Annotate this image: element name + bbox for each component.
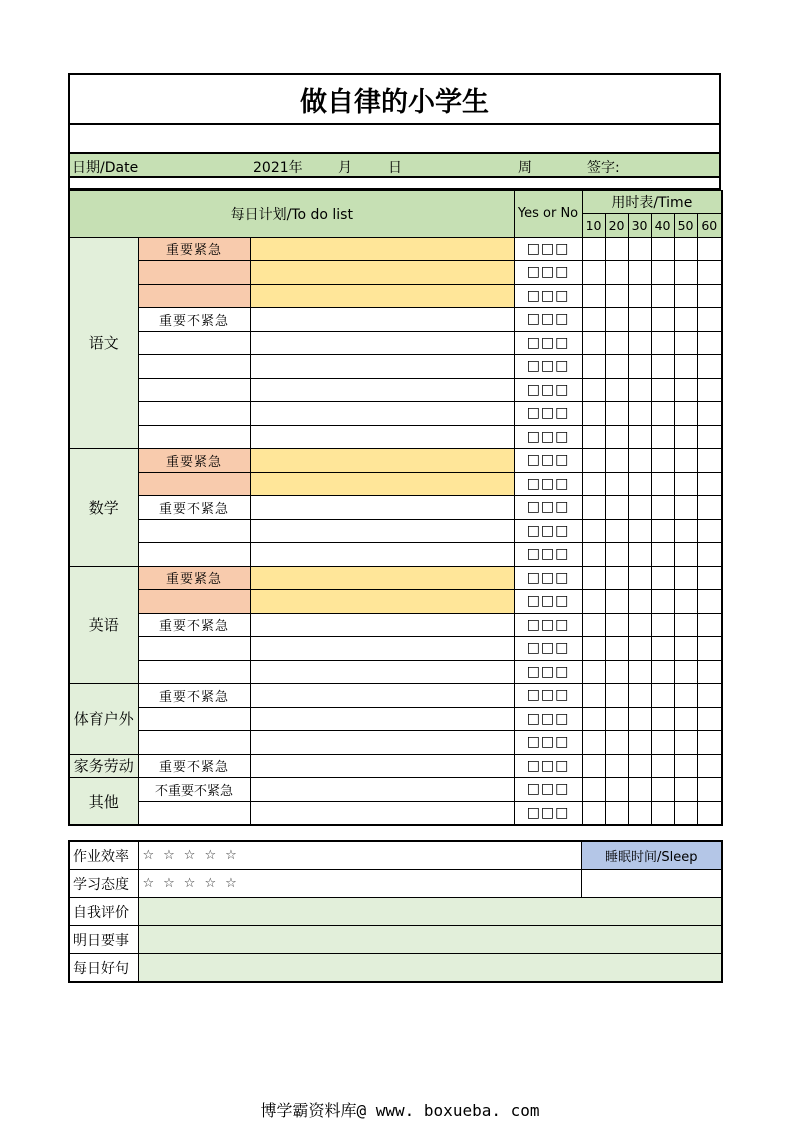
time-cell[interactable]: [628, 778, 651, 802]
yes-no-checkboxes[interactable]: □□□: [514, 660, 582, 684]
time-cell[interactable]: [697, 637, 722, 661]
task-row: [69, 378, 722, 402]
time-cell[interactable]: [697, 543, 722, 567]
task-input[interactable]: [250, 284, 514, 308]
priority-cell: [138, 378, 250, 402]
task-row: [69, 402, 722, 426]
task-row: [69, 237, 722, 261]
time-cell[interactable]: [582, 543, 605, 567]
task-input[interactable]: [250, 472, 514, 496]
task-input[interactable]: [250, 590, 514, 614]
time-cell[interactable]: [582, 331, 605, 355]
time-cell[interactable]: [582, 261, 605, 285]
time-cell[interactable]: [674, 519, 697, 543]
time-cell[interactable]: [697, 684, 722, 708]
task-row: [69, 284, 722, 308]
date-row: [68, 154, 721, 178]
time-cell[interactable]: [582, 519, 605, 543]
time-cell[interactable]: [605, 731, 628, 755]
time-cell[interactable]: [697, 754, 722, 778]
time-cell[interactable]: [697, 590, 722, 614]
year-label: 2021年: [253, 160, 303, 176]
time-cell[interactable]: [651, 590, 674, 614]
yes-no-checkboxes[interactable]: □□□: [514, 731, 582, 755]
task-row: [69, 496, 722, 520]
time-cell[interactable]: [674, 308, 697, 332]
time-cell[interactable]: [674, 801, 697, 825]
yes-no-checkboxes[interactable]: □□□: [514, 590, 582, 614]
time-header: 用时表/Time: [582, 191, 722, 214]
week-label: 周: [518, 160, 532, 176]
time-cell[interactable]: [697, 261, 722, 285]
task-input[interactable]: [250, 731, 514, 755]
yes-no-checkboxes[interactable]: □□□: [514, 284, 582, 308]
yes-no-checkboxes[interactable]: □□□: [514, 519, 582, 543]
task-row: [69, 543, 722, 567]
time-cell[interactable]: [628, 378, 651, 402]
task-row: [69, 449, 722, 473]
tomorrow-field[interactable]: [138, 926, 722, 954]
time-cell[interactable]: [582, 754, 605, 778]
time-cell[interactable]: [628, 355, 651, 379]
priority-cell: [138, 543, 250, 567]
time-cell[interactable]: [674, 590, 697, 614]
time-cell[interactable]: [697, 284, 722, 308]
task-row: [69, 355, 722, 379]
task-input[interactable]: [250, 355, 514, 379]
time-cell[interactable]: [628, 519, 651, 543]
time-cell[interactable]: [628, 801, 651, 825]
priority-cell: [138, 261, 250, 285]
quote-label: 每日好句: [69, 954, 138, 983]
priority-cell: [138, 284, 250, 308]
time-cell[interactable]: [605, 519, 628, 543]
time-cell[interactable]: [651, 496, 674, 520]
blank-row: [68, 125, 721, 154]
time-cell[interactable]: [605, 378, 628, 402]
time-cell[interactable]: [628, 731, 651, 755]
yes-no-checkboxes[interactable]: □□□: [514, 707, 582, 731]
priority-cell: 重要紧急: [138, 566, 250, 590]
time-col-header: 40: [651, 214, 674, 238]
time-cell[interactable]: [628, 543, 651, 567]
task-row: [69, 684, 722, 708]
time-cell[interactable]: [582, 707, 605, 731]
time-cell[interactable]: [605, 331, 628, 355]
time-cell[interactable]: [605, 355, 628, 379]
quote-field[interactable]: [138, 954, 722, 983]
time-cell[interactable]: [582, 402, 605, 426]
time-cell[interactable]: [628, 637, 651, 661]
time-cell[interactable]: [651, 801, 674, 825]
task-input[interactable]: [250, 684, 514, 708]
time-cell[interactable]: [674, 778, 697, 802]
yes-no-checkboxes[interactable]: □□□: [514, 684, 582, 708]
task-row: [69, 637, 722, 661]
time-cell[interactable]: [582, 449, 605, 473]
yes-no-checkboxes[interactable]: □□□: [514, 754, 582, 778]
task-input[interactable]: [250, 237, 514, 261]
time-cell[interactable]: [628, 308, 651, 332]
time-cell[interactable]: [582, 731, 605, 755]
time-cell[interactable]: [674, 449, 697, 473]
priority-cell: [138, 590, 250, 614]
self-eval-field[interactable]: [138, 898, 722, 926]
task-input[interactable]: [250, 378, 514, 402]
task-input[interactable]: [250, 308, 514, 332]
time-cell[interactable]: [628, 613, 651, 637]
priority-cell: 重要紧急: [138, 449, 250, 473]
time-cell[interactable]: [674, 707, 697, 731]
priority-cell: 重要不紧急: [138, 308, 250, 332]
priority-cell: [138, 355, 250, 379]
time-cell[interactable]: [605, 284, 628, 308]
time-cell[interactable]: [651, 660, 674, 684]
time-cell[interactable]: [697, 801, 722, 825]
plan-header: 每日计划/To do list: [69, 191, 514, 238]
time-cell[interactable]: [697, 331, 722, 355]
time-cell[interactable]: [651, 637, 674, 661]
priority-cell: 重要不紧急: [138, 684, 250, 708]
attitude-stars[interactable]: ☆☆☆☆☆: [138, 870, 581, 898]
efficiency-label: 作业效率: [69, 841, 138, 870]
time-cell[interactable]: [697, 731, 722, 755]
time-cell[interactable]: [582, 778, 605, 802]
time-cell[interactable]: [628, 261, 651, 285]
time-cell[interactable]: [674, 472, 697, 496]
task-row: [69, 331, 722, 355]
time-cell[interactable]: [582, 378, 605, 402]
task-row: [69, 660, 722, 684]
time-cell[interactable]: [674, 331, 697, 355]
time-cell[interactable]: [582, 801, 605, 825]
priority-cell: [138, 731, 250, 755]
task-row: [69, 754, 722, 778]
time-cell[interactable]: [697, 660, 722, 684]
time-cell[interactable]: [582, 472, 605, 496]
time-cell[interactable]: [651, 707, 674, 731]
yes-no-checkboxes[interactable]: □□□: [514, 449, 582, 473]
task-row: [69, 778, 722, 802]
task-row: [69, 566, 722, 590]
time-cell[interactable]: [582, 660, 605, 684]
time-cell[interactable]: [605, 613, 628, 637]
sleep-value-cell[interactable]: [581, 870, 722, 898]
time-cell[interactable]: [605, 637, 628, 661]
subject-english: 英语: [69, 566, 138, 684]
time-cell[interactable]: [697, 472, 722, 496]
task-input[interactable]: [250, 754, 514, 778]
spacer-row: [68, 178, 721, 190]
time-cell[interactable]: [605, 801, 628, 825]
yes-no-checkboxes[interactable]: □□□: [514, 566, 582, 590]
time-cell[interactable]: [651, 472, 674, 496]
time-cell[interactable]: [582, 284, 605, 308]
priority-cell: [138, 519, 250, 543]
task-input[interactable]: [250, 402, 514, 426]
subject-other: 其他: [69, 778, 138, 826]
priority-cell: [138, 660, 250, 684]
subject-math: 数学: [69, 449, 138, 567]
time-cell[interactable]: [628, 496, 651, 520]
priority-cell: 重要不紧急: [138, 754, 250, 778]
subject-chinese: 语文: [69, 237, 138, 449]
time-cell[interactable]: [697, 449, 722, 473]
time-cell[interactable]: [605, 754, 628, 778]
time-cell[interactable]: [651, 308, 674, 332]
time-cell[interactable]: [651, 425, 674, 449]
time-cell[interactable]: [651, 543, 674, 567]
task-row: [69, 801, 722, 825]
time-cell[interactable]: [651, 355, 674, 379]
time-cell[interactable]: [651, 449, 674, 473]
time-cell[interactable]: [605, 261, 628, 285]
time-cell[interactable]: [697, 355, 722, 379]
time-cell[interactable]: [651, 519, 674, 543]
attitude-label: 学习态度: [69, 870, 138, 898]
time-cell[interactable]: [697, 519, 722, 543]
time-cell[interactable]: [651, 731, 674, 755]
time-cell[interactable]: [697, 237, 722, 261]
time-cell[interactable]: [605, 684, 628, 708]
summary-table: [68, 840, 723, 983]
time-cell[interactable]: [605, 707, 628, 731]
footer-watermark: 博学霸资料库@ www. boxueba. com: [260, 1101, 540, 1120]
self-eval-label: 自我评价: [69, 898, 138, 926]
efficiency-stars[interactable]: ☆☆☆☆☆: [138, 841, 581, 870]
time-cell[interactable]: [674, 637, 697, 661]
time-cell[interactable]: [628, 590, 651, 614]
time-cell[interactable]: [674, 660, 697, 684]
task-row: [69, 308, 722, 332]
time-cell[interactable]: [605, 449, 628, 473]
task-row: [69, 519, 722, 543]
time-cell[interactable]: [674, 237, 697, 261]
time-cell[interactable]: [697, 496, 722, 520]
time-cell[interactable]: [651, 261, 674, 285]
time-cell[interactable]: [651, 754, 674, 778]
time-cell[interactable]: [651, 237, 674, 261]
time-cell[interactable]: [605, 402, 628, 426]
planner-sheet: [68, 73, 721, 826]
task-input[interactable]: [250, 519, 514, 543]
time-cell[interactable]: [628, 566, 651, 590]
time-cell[interactable]: [605, 472, 628, 496]
time-cell[interactable]: [674, 496, 697, 520]
task-row: [69, 425, 722, 449]
time-cell[interactable]: [651, 566, 674, 590]
sleep-label: 睡眠时间/Sleep: [581, 841, 722, 870]
time-cell[interactable]: [674, 754, 697, 778]
time-cell[interactable]: [582, 308, 605, 332]
time-cell[interactable]: [697, 308, 722, 332]
yes-no-checkboxes[interactable]: □□□: [514, 543, 582, 567]
time-cell[interactable]: [605, 308, 628, 332]
time-cell[interactable]: [674, 613, 697, 637]
time-cell[interactable]: [605, 425, 628, 449]
task-input[interactable]: [250, 660, 514, 684]
time-cell[interactable]: [582, 355, 605, 379]
time-cell[interactable]: [605, 496, 628, 520]
time-col-header: 50: [674, 214, 697, 238]
task-row: [69, 731, 722, 755]
yes-no-checkboxes[interactable]: □□□: [514, 308, 582, 332]
time-cell[interactable]: [674, 684, 697, 708]
time-cell[interactable]: [674, 566, 697, 590]
time-cell[interactable]: [605, 237, 628, 261]
time-cell[interactable]: [628, 237, 651, 261]
task-input[interactable]: [250, 543, 514, 567]
time-cell[interactable]: [674, 402, 697, 426]
priority-cell: [138, 402, 250, 426]
time-cell[interactable]: [605, 660, 628, 684]
yes-no-checkboxes[interactable]: □□□: [514, 496, 582, 520]
priority-cell: 不重要不紧急: [138, 778, 250, 802]
time-cell[interactable]: [651, 402, 674, 426]
time-cell[interactable]: [697, 378, 722, 402]
time-cell[interactable]: [582, 590, 605, 614]
subject-sports: 体育户外: [69, 684, 138, 755]
time-cell[interactable]: [697, 402, 722, 426]
priority-cell: [138, 331, 250, 355]
time-cell[interactable]: [605, 543, 628, 567]
time-cell[interactable]: [628, 402, 651, 426]
time-cell[interactable]: [628, 472, 651, 496]
time-cell[interactable]: [582, 496, 605, 520]
task-row: [69, 590, 722, 614]
yes-no-checkboxes[interactable]: □□□: [514, 425, 582, 449]
time-cell[interactable]: [651, 284, 674, 308]
day-label: 日: [388, 160, 402, 176]
priority-cell: [138, 472, 250, 496]
time-cell[interactable]: [697, 566, 722, 590]
time-cell[interactable]: [697, 778, 722, 802]
task-row: [69, 707, 722, 731]
time-cell[interactable]: [697, 613, 722, 637]
time-cell[interactable]: [674, 731, 697, 755]
priority-cell: [138, 801, 250, 825]
time-cell[interactable]: [582, 237, 605, 261]
subject-chores: 家务劳动: [69, 754, 138, 778]
yes-no-checkboxes[interactable]: □□□: [514, 613, 582, 637]
time-cell[interactable]: [651, 331, 674, 355]
time-cell[interactable]: [674, 261, 697, 285]
yes-no-checkboxes[interactable]: □□□: [514, 331, 582, 355]
time-cell[interactable]: [697, 425, 722, 449]
time-cell[interactable]: [605, 566, 628, 590]
time-cell[interactable]: [651, 613, 674, 637]
task-input[interactable]: [250, 566, 514, 590]
time-cell[interactable]: [651, 778, 674, 802]
time-col-header: 60: [697, 214, 722, 238]
yes-no-checkboxes[interactable]: □□□: [514, 402, 582, 426]
time-col-header: 20: [605, 214, 628, 238]
time-cell[interactable]: [651, 684, 674, 708]
task-row: [69, 472, 722, 496]
yes-no-checkboxes[interactable]: □□□: [514, 378, 582, 402]
task-input[interactable]: [250, 261, 514, 285]
task-input[interactable]: [250, 637, 514, 661]
time-cell[interactable]: [674, 355, 697, 379]
time-cell[interactable]: [628, 331, 651, 355]
time-cell[interactable]: [582, 637, 605, 661]
task-input[interactable]: [250, 449, 514, 473]
page-title: 做自律的小学生: [68, 73, 721, 125]
yes-no-checkboxes[interactable]: □□□: [514, 801, 582, 825]
yes-no-checkboxes[interactable]: □□□: [514, 637, 582, 661]
task-input[interactable]: [250, 801, 514, 825]
task-input[interactable]: [250, 707, 514, 731]
time-cell[interactable]: [582, 566, 605, 590]
yes-no-checkboxes[interactable]: □□□: [514, 355, 582, 379]
tomorrow-label: 明日要事: [69, 926, 138, 954]
task-input[interactable]: [250, 496, 514, 520]
time-cell[interactable]: [674, 425, 697, 449]
task-input[interactable]: [250, 613, 514, 637]
time-cell[interactable]: [674, 378, 697, 402]
priority-cell: [138, 637, 250, 661]
time-cell[interactable]: [628, 449, 651, 473]
time-col-header: 10: [582, 214, 605, 238]
month-label: 月: [338, 160, 352, 176]
task-input[interactable]: [250, 425, 514, 449]
time-cell[interactable]: [582, 425, 605, 449]
sign-label: 签字:: [587, 160, 620, 176]
time-cell[interactable]: [674, 284, 697, 308]
time-cell[interactable]: [628, 660, 651, 684]
task-row: [69, 261, 722, 285]
todo-table: [68, 190, 723, 826]
time-cell[interactable]: [605, 778, 628, 802]
time-cell[interactable]: [674, 543, 697, 567]
priority-cell: 重要不紧急: [138, 496, 250, 520]
time-cell[interactable]: [628, 684, 651, 708]
time-cell[interactable]: [651, 378, 674, 402]
time-cell[interactable]: [605, 590, 628, 614]
yes-no-checkboxes[interactable]: □□□: [514, 778, 582, 802]
time-cell[interactable]: [628, 754, 651, 778]
yes-no-checkboxes[interactable]: □□□: [514, 237, 582, 261]
time-col-header: 30: [628, 214, 651, 238]
yes-no-checkboxes[interactable]: □□□: [514, 472, 582, 496]
task-row: [69, 613, 722, 637]
task-input[interactable]: [250, 331, 514, 355]
time-cell[interactable]: [628, 707, 651, 731]
time-cell[interactable]: [628, 425, 651, 449]
time-cell[interactable]: [582, 684, 605, 708]
task-input[interactable]: [250, 778, 514, 802]
date-label: 日期/Date: [72, 160, 139, 176]
time-cell[interactable]: [628, 284, 651, 308]
priority-cell: 重要紧急: [138, 237, 250, 261]
yes-no-header: Yes or No: [514, 191, 582, 238]
priority-cell: [138, 707, 250, 731]
time-cell[interactable]: [582, 613, 605, 637]
priority-cell: 重要不紧急: [138, 613, 250, 637]
yes-no-checkboxes[interactable]: □□□: [514, 261, 582, 285]
priority-cell: [138, 425, 250, 449]
time-cell[interactable]: [697, 707, 722, 731]
